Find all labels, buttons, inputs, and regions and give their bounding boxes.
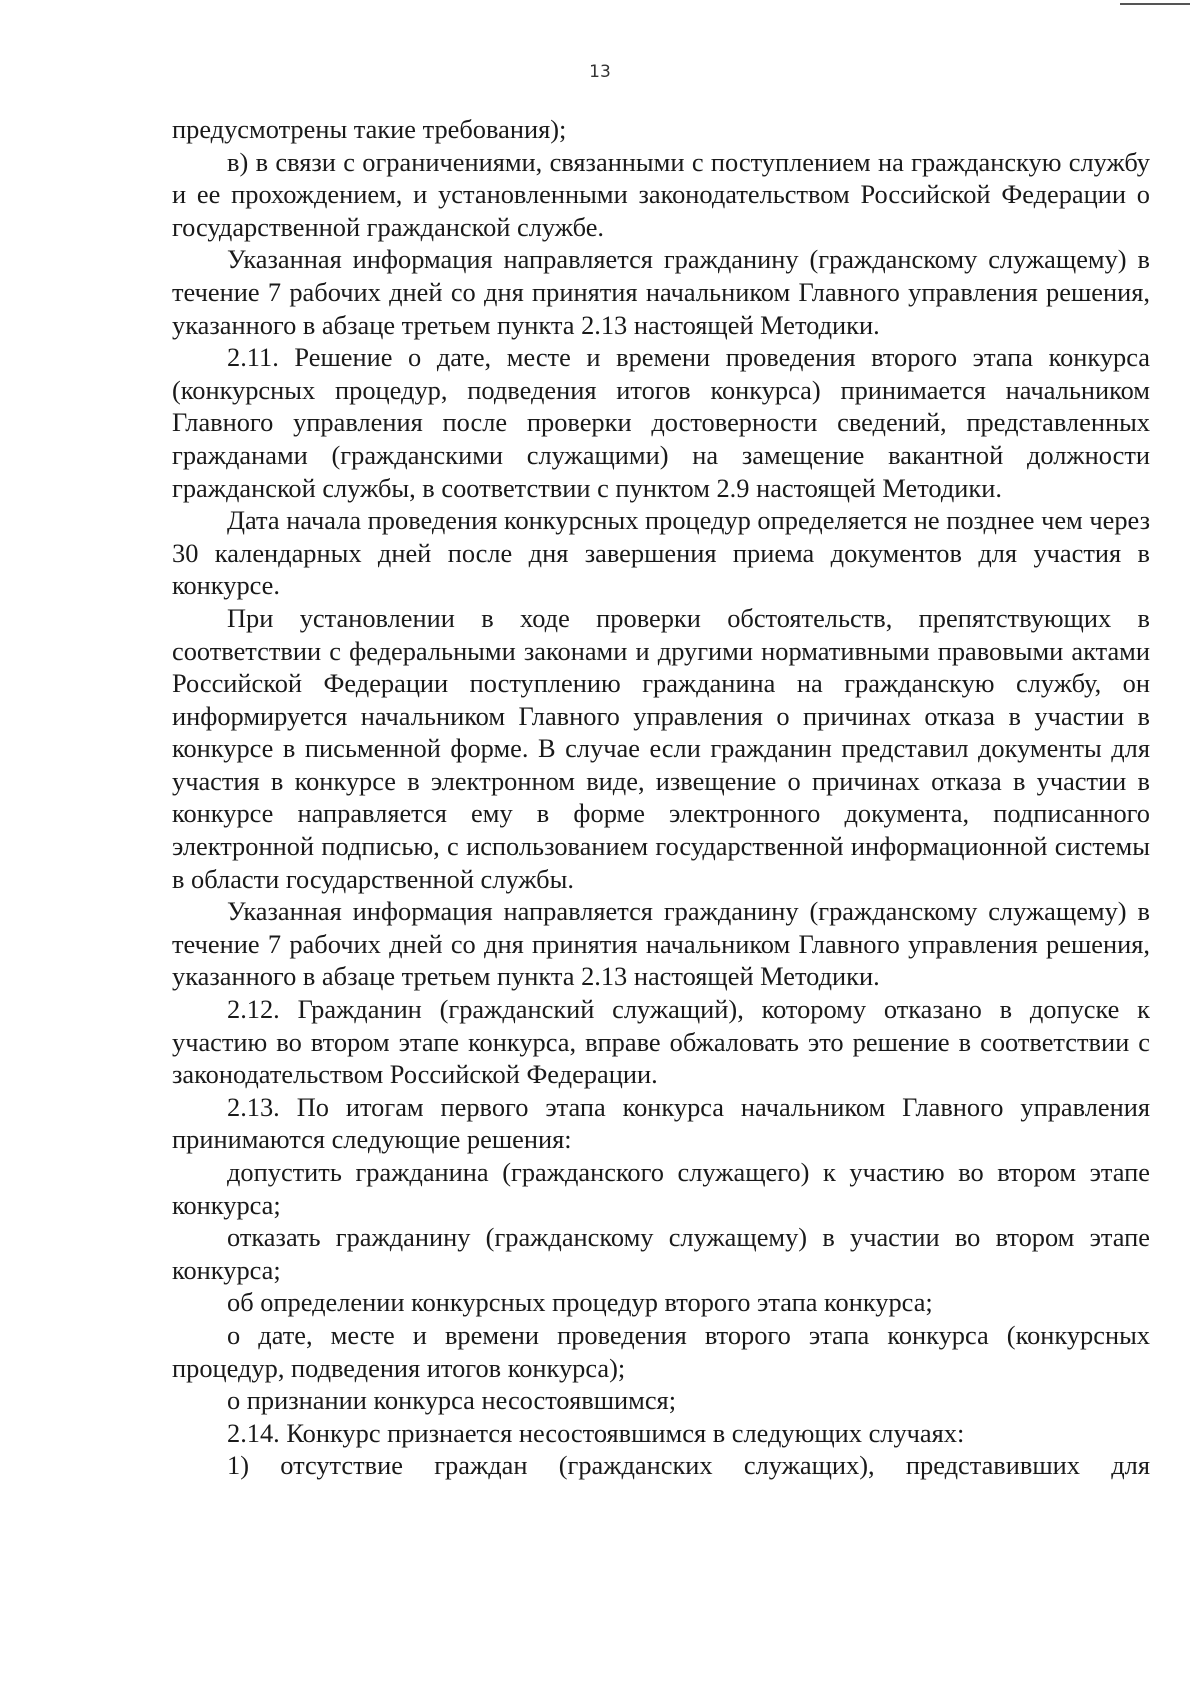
decision-procedures: об определении конкурсных процедур второго этапа конкурса; — [227, 1287, 933, 1318]
decision-admit: допустить гражданина (гражданского служащего) к участию во втором этапе конкурса; — [172, 1157, 1150, 1220]
paragraph-2-13: 2.13. По итогам первого этапа конкурса начальником Главного управления принимаются следующие решения: — [172, 1091, 1150, 1155]
paragraph-case-1: 1) отсутствие граждан (гражданских служащих), представивших для — [227, 1450, 1150, 1481]
paragraph-continuation: предусмотрены такие требования); — [172, 114, 567, 144]
decision-failed: о признании конкурса несостоявшимся; — [227, 1385, 677, 1416]
paragraph-start-date: Дата начала проведения конкурсных процедур определяется не позднее чем через 30 календарных дней после дня завершения приема документов для участия в конкурсе. — [172, 505, 1150, 601]
paragraph-notice-2: Указанная информация направляется гражданину (гражданскому служащему) в течение 7 рабочих дней со дня принятия начальником Главного управления решения, указанного в абзаце третьем пункта 2.13 настоящей Методики. — [172, 896, 1150, 992]
paragraph-2-14: 2.14. Конкурс признается несостоявшимся в следующих случаях: — [227, 1417, 965, 1448]
paragraph-item-v: в) в связи с ограничениями, связанными с поступлением на гражданскую службу и ее прохождением, и установленными законодательством Российской Федерации о государственной гражданской службе. — [172, 146, 1150, 242]
page-number: 13 — [589, 62, 611, 82]
paragraph-2-11: 2.11. Решение о дате, месте и времени проведения второго этапа конкурса (конкурсных процедур, подведения итогов конкурса) принимается начальником Главного управления после проверки достоверности сведений, представленных гражданами (гражданскими служащими) на замещение вакантной должности гражданской службы, в соответствии с пунктом 2.9 настоящей Методики. — [172, 342, 1150, 503]
decision-date-place: о дате, месте и времени проведения второго этапа конкурса (конкурсных процедур, подведения итогов конкурса); — [172, 1319, 1150, 1383]
document-body — [172, 113, 1150, 1482]
scan-edge-mark — [1120, 3, 1190, 5]
paragraph-refusal: При установлении в ходе проверки обстоятельств, препятствующих в соответствии с федеральными законами и другими нормативными правовыми актами Российской Федерации поступлению гражданина на гражданскую службу, он информируется начальником Главного управления о причинах отказа в участии в конкурсе в письменной форме. В случае если гражданин представил документы для участия в конкурсе в электронном виде, извещение о причинах отказа в участии в конкурсе направляется ему в форме электронного документа, подписанного электронной подписью, с использованием государственной информационной системы в области государственной службы. — [172, 602, 1150, 894]
paragraph-notice-1: Указанная информация направляется гражданину (гражданскому служащему) в течение 7 рабочих дней со дня принятия начальником Главного управления решения, указанного в абзаце третьем пункта 2.13 настоящей Методики. — [172, 244, 1150, 340]
paragraph-2-12: 2.12. Гражданин (гражданский служащий), которому отказано в допуске к участию во втором этапе конкурса, вправе обжаловать это решение в соответствии с законодательством Российской Федерации. — [172, 994, 1150, 1090]
decision-refuse: отказать гражданину (гражданскому служащему) в участии во втором этапе конкурса; — [172, 1222, 1150, 1285]
